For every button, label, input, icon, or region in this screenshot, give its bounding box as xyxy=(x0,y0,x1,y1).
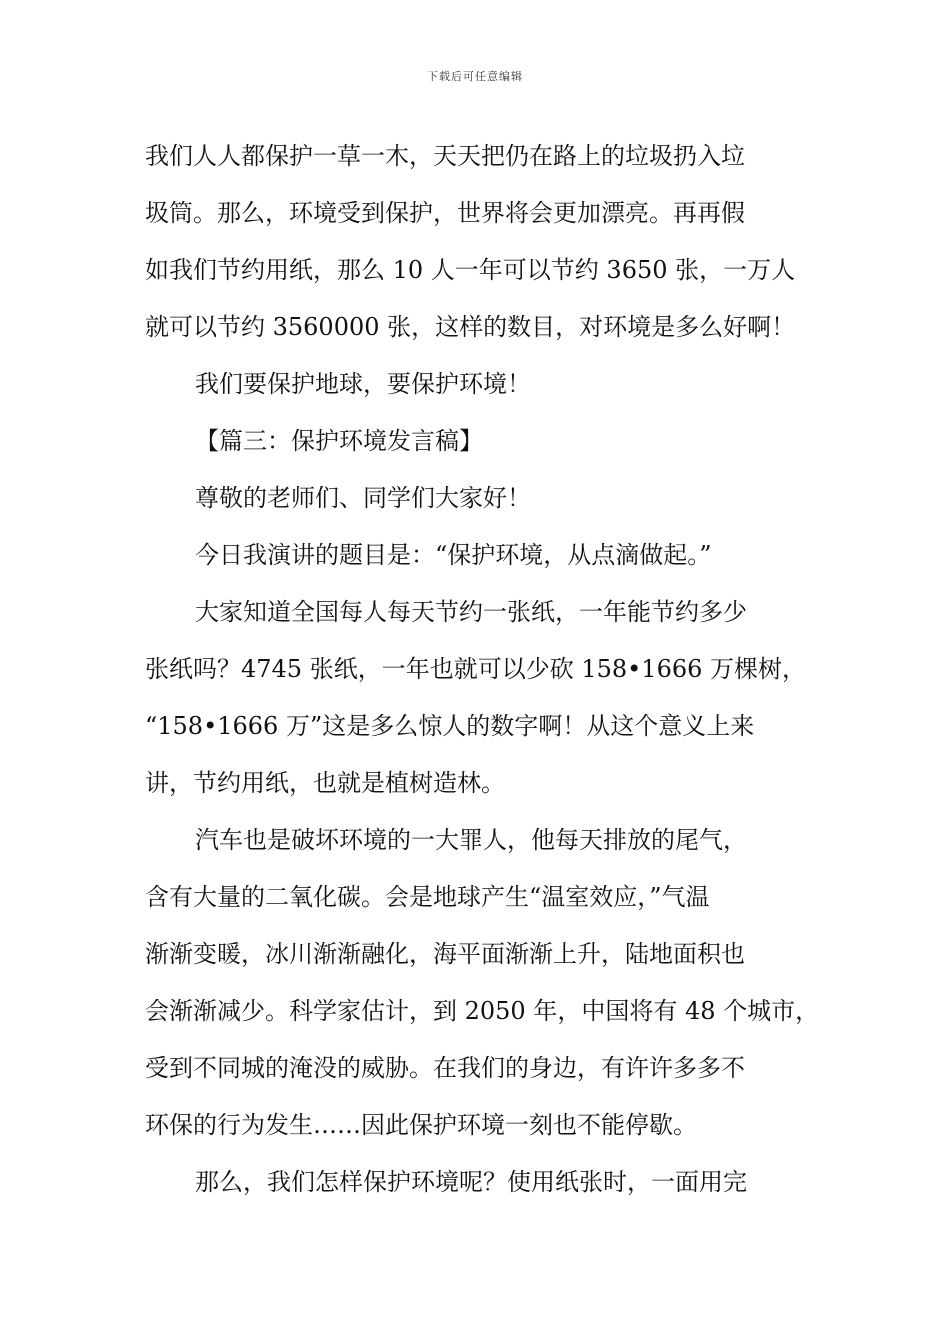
text-line: 圾筒。那么，环境受到保护，世界将会更加漂亮。再再假 xyxy=(145,199,745,227)
text-line: 如我们节约用纸，那么 10 人一年可以节约 3650 张，一万人 xyxy=(145,256,796,284)
page-header-note: 下载后可任意编辑 xyxy=(427,70,523,83)
text-line: “158•1666 万”这是多么惊人的数字啊！从这个意义上来 xyxy=(145,712,755,740)
text-line: 我们要保护地球，要保护环境！ xyxy=(195,370,531,398)
section-heading: 【篇三：保护环境发言稿】 xyxy=(195,427,483,455)
text-line: 受到不同城的淹没的威胁。在我们的身边，有许许多多不 xyxy=(145,1054,745,1082)
text-line: 就可以节约 3560000 张，这样的数目，对环境是多么好啊！ xyxy=(145,313,796,341)
text-line: 渐渐变暖，冰川渐渐融化，海平面渐渐上升，陆地面积也 xyxy=(145,940,745,968)
text-line: 那么，我们怎样保护环境呢？使用纸张时，一面用完 xyxy=(195,1168,747,1196)
document-body xyxy=(145,128,825,1211)
text-line: 讲，节约用纸，也就是植树造林。 xyxy=(145,769,505,797)
text-line: 汽车也是破坏环境的一大罪人，他每天排放的尾气， xyxy=(195,826,747,854)
text-line: 环保的行为发生……因此保护环境一刻也不能停歇。 xyxy=(145,1111,697,1139)
text-line: 今日我演讲的题目是：“保护环境，从点滴做起。” xyxy=(195,541,712,569)
text-line: 大家知道全国每人每天节约一张纸，一年能节约多少 xyxy=(195,598,747,626)
text-line: 张纸吗？4745 张纸，一年也就可以少砍 158•1666 万棵树， xyxy=(145,655,807,683)
text-line: 会渐渐减少。科学家估计，到 2050 年，中国将有 48 个城市， xyxy=(145,997,820,1025)
text-line: 尊敬的老师们、同学们大家好！ xyxy=(195,484,531,512)
text-line: 我们人人都保护一草一木，天天把仍在路上的垃圾扔入垃 xyxy=(145,142,745,170)
text-line: 含有大量的二氧化碳。会是地球产生“温室效应，”气温 xyxy=(145,883,710,911)
